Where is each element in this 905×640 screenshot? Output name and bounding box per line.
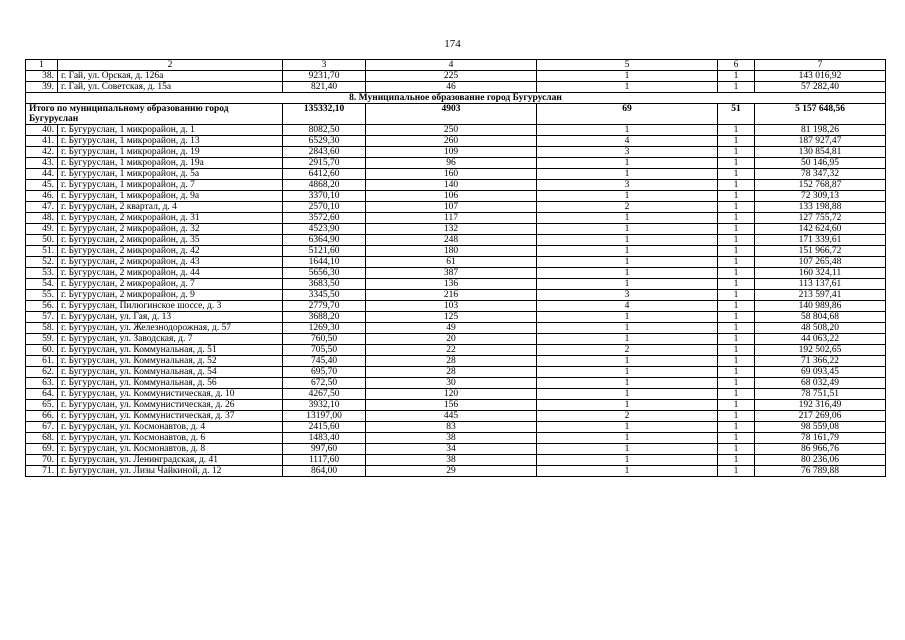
- column-5-cell: 1: [537, 433, 718, 444]
- column-6-cell: 1: [718, 290, 755, 301]
- address-cell: г. Бугуруслан, Пилюгинское шоссе, д. 3: [58, 301, 283, 312]
- column-number-header: 5: [537, 60, 718, 71]
- row-number-cell: 51.: [26, 246, 58, 257]
- column-6-cell: 1: [718, 202, 755, 213]
- table-row: [26, 378, 886, 389]
- address-cell: г. Бугуруслан, 2 микрорайон, д. 42: [58, 246, 283, 257]
- amount-cell: 192 316,49: [755, 400, 886, 411]
- table-row: [26, 422, 886, 433]
- table-row: [26, 444, 886, 455]
- residents-cell: 107: [366, 202, 537, 213]
- column-6-cell: 1: [718, 389, 755, 400]
- row-number-cell: 53.: [26, 268, 58, 279]
- column-5-cell: 1: [537, 125, 718, 136]
- address-cell: г. Бугуруслан, 2 квартал, д. 4: [58, 202, 283, 213]
- row-number-cell: 42.: [26, 147, 58, 158]
- area-cell: 2415,60: [283, 422, 366, 433]
- table-row: [26, 411, 886, 422]
- residents-cell: 445: [366, 411, 537, 422]
- column-6-cell: 1: [718, 147, 755, 158]
- address-cell: г. Бугуруслан, 1 микрорайон, д. 19: [58, 147, 283, 158]
- row-number-cell: 40.: [26, 125, 58, 136]
- address-cell: г. Бугуруслан, ул. Коммунальная, д. 52: [58, 356, 283, 367]
- column-6-cell: 1: [718, 279, 755, 290]
- row-number-cell: 63.: [26, 378, 58, 389]
- address-cell: г. Бугуруслан, 2 микрорайон, д. 9: [58, 290, 283, 301]
- column-5-cell: 2: [537, 345, 718, 356]
- column-6-cell: 1: [718, 378, 755, 389]
- column-6-cell: 1: [718, 323, 755, 334]
- amount-cell: 50 146,95: [755, 158, 886, 169]
- row-number-cell: 71.: [26, 466, 58, 477]
- row-number-cell: 70.: [26, 455, 58, 466]
- table-row: [26, 71, 886, 82]
- column-5-cell: 1: [537, 444, 718, 455]
- row-number-cell: 62.: [26, 367, 58, 378]
- address-cell: г. Бугуруслан, ул. Ленинградская, д. 41: [58, 455, 283, 466]
- column-5-cell: 4: [537, 301, 718, 312]
- column-number-header: 3: [283, 60, 366, 71]
- residents-cell: 20: [366, 334, 537, 345]
- area-cell: 2843,60: [283, 147, 366, 158]
- row-number-cell: 67.: [26, 422, 58, 433]
- row-number-cell: 57.: [26, 312, 58, 323]
- amount-cell: 217 269,06: [755, 411, 886, 422]
- column-5-cell: 2: [537, 202, 718, 213]
- residents-cell: 216: [366, 290, 537, 301]
- total-row: [26, 104, 886, 125]
- amount-cell: 72 309,13: [755, 191, 886, 202]
- amount-cell: 171 339,61: [755, 235, 886, 246]
- amount-cell: 68 032,49: [755, 378, 886, 389]
- address-cell: г. Бугуруслан, 1 микрорайон, д. 19а: [58, 158, 283, 169]
- column-5-cell: 1: [537, 257, 718, 268]
- address-cell: г. Бугуруслан, ул. Коммунистическая, д. 10: [58, 389, 283, 400]
- column-6-cell: 1: [718, 466, 755, 477]
- address-cell: г. Гай, ул. Советская, д. 15а: [58, 82, 283, 93]
- row-number-cell: 56.: [26, 301, 58, 312]
- column-6-cell: 1: [718, 191, 755, 202]
- section-title: 8. Муниципальное образование город Бугуруслан: [26, 93, 886, 104]
- amount-cell: 130 854,81: [755, 147, 886, 158]
- residents-cell: 180: [366, 246, 537, 257]
- address-cell: г. Бугуруслан, ул. Коммунальная, д. 51: [58, 345, 283, 356]
- column-6-cell: 1: [718, 334, 755, 345]
- table-row: [26, 466, 886, 477]
- address-cell: г. Бугуруслан, 1 микрорайон, д. 5а: [58, 169, 283, 180]
- table-row: [26, 455, 886, 466]
- residents-cell: 260: [366, 136, 537, 147]
- address-cell: г. Бугуруслан, ул. Гая, д. 13: [58, 312, 283, 323]
- column-6-cell: 1: [718, 125, 755, 136]
- residents-cell: 83: [366, 422, 537, 433]
- area-cell: 13197,00: [283, 411, 366, 422]
- residents-cell: 132: [366, 224, 537, 235]
- column-6-cell: 1: [718, 180, 755, 191]
- row-number-cell: 58.: [26, 323, 58, 334]
- column-6-cell: 1: [718, 82, 755, 93]
- area-cell: 3688,20: [283, 312, 366, 323]
- area-cell: 3572,60: [283, 213, 366, 224]
- row-number-cell: 39.: [26, 82, 58, 93]
- table-row: [26, 257, 886, 268]
- area-cell: 3932,10: [283, 400, 366, 411]
- table-row: [26, 345, 886, 356]
- column-number-header: 4: [366, 60, 537, 71]
- area-cell: 6529,30: [283, 136, 366, 147]
- column-6-cell: 1: [718, 136, 755, 147]
- column-number-header: 1: [26, 60, 58, 71]
- residents-cell: 117: [366, 213, 537, 224]
- area-cell: 8082,50: [283, 125, 366, 136]
- total-column-6-cell: 51: [718, 104, 755, 125]
- address-cell: г. Бугуруслан, ул. Лизы Чайкиной, д. 12: [58, 466, 283, 477]
- amount-cell: 187 927,47: [755, 136, 886, 147]
- column-5-cell: 1: [537, 466, 718, 477]
- residents-cell: 248: [366, 235, 537, 246]
- address-cell: г. Гай, ул. Орская, д. 126а: [58, 71, 283, 82]
- address-cell: г. Бугуруслан, ул. Коммунистическая, д. 26: [58, 400, 283, 411]
- column-5-cell: 1: [537, 334, 718, 345]
- column-6-cell: 1: [718, 158, 755, 169]
- column-5-cell: 1: [537, 279, 718, 290]
- table-row: [26, 268, 886, 279]
- column-6-cell: 1: [718, 235, 755, 246]
- address-cell: г. Бугуруслан, 2 микрорайон, д. 7: [58, 279, 283, 290]
- row-number-cell: 69.: [26, 444, 58, 455]
- column-6-cell: 1: [718, 345, 755, 356]
- amount-cell: 78 751,51: [755, 389, 886, 400]
- column-6-cell: 1: [718, 169, 755, 180]
- table-row: [26, 191, 886, 202]
- column-5-cell: 1: [537, 323, 718, 334]
- table-row: [26, 180, 886, 191]
- area-cell: 745,40: [283, 356, 366, 367]
- row-number-cell: 61.: [26, 356, 58, 367]
- row-number-cell: 44.: [26, 169, 58, 180]
- area-cell: 760,50: [283, 334, 366, 345]
- residents-cell: 103: [366, 301, 537, 312]
- address-cell: г. Бугуруслан, ул. Железнодорожная, д. 57: [58, 323, 283, 334]
- area-cell: 2915,70: [283, 158, 366, 169]
- address-cell: г. Бугуруслан, 1 микрорайон, д. 13: [58, 136, 283, 147]
- residents-cell: 156: [366, 400, 537, 411]
- residents-cell: 109: [366, 147, 537, 158]
- total-area-cell: 135332,10: [283, 104, 366, 125]
- amount-cell: 113 137,61: [755, 279, 886, 290]
- amount-cell: 133 198,88: [755, 202, 886, 213]
- residents-cell: 29: [366, 466, 537, 477]
- column-5-cell: 1: [537, 169, 718, 180]
- table-row: [26, 312, 886, 323]
- column-5-cell: 2: [537, 411, 718, 422]
- column-6-cell: 1: [718, 367, 755, 378]
- residents-cell: 38: [366, 455, 537, 466]
- residents-cell: 160: [366, 169, 537, 180]
- table-row: [26, 367, 886, 378]
- residents-cell: 49: [366, 323, 537, 334]
- area-cell: 1483,40: [283, 433, 366, 444]
- column-5-cell: 1: [537, 224, 718, 235]
- column-5-cell: 3: [537, 180, 718, 191]
- table-row: [26, 224, 886, 235]
- amount-cell: 152 768,87: [755, 180, 886, 191]
- table-row: [26, 125, 886, 136]
- row-number-cell: 68.: [26, 433, 58, 444]
- address-cell: г. Бугуруслан, 2 микрорайон, д. 43: [58, 257, 283, 268]
- amount-cell: 86 966,76: [755, 444, 886, 455]
- table-row: [26, 356, 886, 367]
- residents-cell: 125: [366, 312, 537, 323]
- table-row: [26, 136, 886, 147]
- area-cell: 3345,50: [283, 290, 366, 301]
- area-cell: 5121,60: [283, 246, 366, 257]
- table-row: [26, 169, 886, 180]
- amount-cell: 143 016,92: [755, 71, 886, 82]
- column-6-cell: 1: [718, 268, 755, 279]
- amount-cell: 160 324,11: [755, 268, 886, 279]
- address-cell: г. Бугуруслан, ул. Коммунальная, д. 56: [58, 378, 283, 389]
- column-5-cell: 1: [537, 235, 718, 246]
- residents-cell: 225: [366, 71, 537, 82]
- row-number-cell: 55.: [26, 290, 58, 301]
- column-5-cell: 1: [537, 389, 718, 400]
- column-6-cell: 1: [718, 301, 755, 312]
- data-table: [25, 59, 886, 477]
- area-cell: 9231,70: [283, 71, 366, 82]
- column-6-cell: 1: [718, 356, 755, 367]
- residents-cell: 106: [366, 191, 537, 202]
- table-row: [26, 323, 886, 334]
- amount-cell: 58 804,68: [755, 312, 886, 323]
- table-row: [26, 301, 886, 312]
- column-6-cell: 1: [718, 433, 755, 444]
- address-cell: г. Бугуруслан, ул. Коммунистическая, д. 37: [58, 411, 283, 422]
- amount-cell: 107 265,48: [755, 257, 886, 268]
- column-5-cell: 4: [537, 136, 718, 147]
- table-row: [26, 82, 886, 93]
- residents-cell: 120: [366, 389, 537, 400]
- residents-cell: 250: [366, 125, 537, 136]
- total-column-5-cell: 69: [537, 104, 718, 125]
- column-5-cell: 1: [537, 71, 718, 82]
- row-number-cell: 46.: [26, 191, 58, 202]
- column-6-cell: 1: [718, 455, 755, 466]
- address-cell: г. Бугуруслан, 2 микрорайон, д. 44: [58, 268, 283, 279]
- amount-cell: 71 366,22: [755, 356, 886, 367]
- residents-cell: 387: [366, 268, 537, 279]
- amount-cell: 78 161,79: [755, 433, 886, 444]
- residents-cell: 28: [366, 356, 537, 367]
- amount-cell: 76 789,88: [755, 466, 886, 477]
- residents-cell: 61: [366, 257, 537, 268]
- residents-cell: 28: [366, 367, 537, 378]
- row-number-cell: 41.: [26, 136, 58, 147]
- column-5-cell: 1: [537, 356, 718, 367]
- address-cell: г. Бугуруслан, 2 микрорайон, д. 35: [58, 235, 283, 246]
- column-5-cell: 1: [537, 455, 718, 466]
- area-cell: 1644,10: [283, 257, 366, 268]
- area-cell: 864,00: [283, 466, 366, 477]
- area-cell: 695,70: [283, 367, 366, 378]
- address-cell: г. Бугуруслан, 2 микрорайон, д. 32: [58, 224, 283, 235]
- address-cell: г. Бугуруслан, ул. Космонавтов, д. 6: [58, 433, 283, 444]
- area-cell: 4868,20: [283, 180, 366, 191]
- column-6-cell: 1: [718, 411, 755, 422]
- address-cell: г. Бугуруслан, 1 микрорайон, д. 9а: [58, 191, 283, 202]
- area-cell: 1117,60: [283, 455, 366, 466]
- row-number-cell: 49.: [26, 224, 58, 235]
- total-label: Итого по муниципальному образованию город Бугуруслан: [26, 104, 283, 125]
- table-body: [26, 60, 886, 477]
- column-number-header: 6: [718, 60, 755, 71]
- amount-cell: 98 559,08: [755, 422, 886, 433]
- area-cell: 4523,90: [283, 224, 366, 235]
- table-row: [26, 147, 886, 158]
- table-row: [26, 235, 886, 246]
- amount-cell: 142 624,60: [755, 224, 886, 235]
- area-cell: 3370,10: [283, 191, 366, 202]
- column-number-header: 7: [755, 60, 886, 71]
- residents-cell: 140: [366, 180, 537, 191]
- column-5-cell: 1: [537, 213, 718, 224]
- area-cell: 2570,10: [283, 202, 366, 213]
- amount-cell: 81 198,26: [755, 125, 886, 136]
- address-cell: г. Бугуруслан, 1 микрорайон, д. 7: [58, 180, 283, 191]
- address-cell: г. Бугуруслан, 1 микрорайон, д. 1: [58, 125, 283, 136]
- row-number-cell: 48.: [26, 213, 58, 224]
- column-5-cell: 1: [537, 400, 718, 411]
- amount-cell: 44 063,22: [755, 334, 886, 345]
- residents-cell: 34: [366, 444, 537, 455]
- column-5-cell: 1: [537, 268, 718, 279]
- table-row: [26, 202, 886, 213]
- column-6-cell: 1: [718, 312, 755, 323]
- row-number-cell: 52.: [26, 257, 58, 268]
- residents-cell: 136: [366, 279, 537, 290]
- column-5-cell: 1: [537, 367, 718, 378]
- row-number-cell: 43.: [26, 158, 58, 169]
- row-number-cell: 65.: [26, 400, 58, 411]
- column-6-cell: 1: [718, 224, 755, 235]
- page-number: 174: [444, 38, 461, 50]
- column-5-cell: 1: [537, 312, 718, 323]
- column-6-cell: 1: [718, 444, 755, 455]
- table-row: [26, 334, 886, 345]
- amount-cell: 151 966,72: [755, 246, 886, 257]
- address-cell: г. Бугуруслан, ул. Космонавтов, д. 4: [58, 422, 283, 433]
- row-number-cell: 50.: [26, 235, 58, 246]
- amount-cell: 57 282,40: [755, 82, 886, 93]
- column-5-cell: 1: [537, 246, 718, 257]
- row-number-cell: 59.: [26, 334, 58, 345]
- address-cell: г. Бугуруслан, ул. Коммунальная, д. 54: [58, 367, 283, 378]
- area-cell: 3683,50: [283, 279, 366, 290]
- amount-cell: 140 989,86: [755, 301, 886, 312]
- column-5-cell: 3: [537, 290, 718, 301]
- residents-cell: 46: [366, 82, 537, 93]
- column-6-cell: 1: [718, 257, 755, 268]
- amount-cell: 127 755,72: [755, 213, 886, 224]
- column-5-cell: 1: [537, 378, 718, 389]
- column-6-cell: 1: [718, 213, 755, 224]
- column-6-cell: 1: [718, 400, 755, 411]
- area-cell: 4267,50: [283, 389, 366, 400]
- table-row: [26, 400, 886, 411]
- amount-cell: 69 093,45: [755, 367, 886, 378]
- column-6-cell: 1: [718, 246, 755, 257]
- row-number-cell: 47.: [26, 202, 58, 213]
- row-number-cell: 38.: [26, 71, 58, 82]
- row-number-cell: 60.: [26, 345, 58, 356]
- column-5-cell: 1: [537, 82, 718, 93]
- area-cell: 672,50: [283, 378, 366, 389]
- area-cell: 6412,60: [283, 169, 366, 180]
- table-row: [26, 246, 886, 257]
- row-number-cell: 54.: [26, 279, 58, 290]
- area-cell: 1269,30: [283, 323, 366, 334]
- column-5-cell: 1: [537, 422, 718, 433]
- row-number-cell: 45.: [26, 180, 58, 191]
- address-cell: г. Бугуруслан, ул. Космонавтов, д. 8: [58, 444, 283, 455]
- total-amount-cell: 5 157 648,56: [755, 104, 886, 125]
- column-6-cell: 1: [718, 71, 755, 82]
- residents-cell: 22: [366, 345, 537, 356]
- table-row: [26, 158, 886, 169]
- residents-cell: 38: [366, 433, 537, 444]
- amount-cell: 213 597,41: [755, 290, 886, 301]
- column-number-header: 2: [58, 60, 283, 71]
- table-row: [26, 279, 886, 290]
- column-5-cell: 3: [537, 147, 718, 158]
- table-row: [26, 290, 886, 301]
- column-5-cell: 1: [537, 158, 718, 169]
- amount-cell: 80 236,06: [755, 455, 886, 466]
- address-cell: г. Бугуруслан, 2 микрорайон, д. 31: [58, 213, 283, 224]
- amount-cell: 192 502,65: [755, 345, 886, 356]
- area-cell: 705,50: [283, 345, 366, 356]
- column-numbers-row: [26, 60, 886, 71]
- table-row: [26, 389, 886, 400]
- area-cell: 2779,70: [283, 301, 366, 312]
- section-title-row: [26, 93, 886, 104]
- area-cell: 821,40: [283, 82, 366, 93]
- column-6-cell: 1: [718, 422, 755, 433]
- row-number-cell: 66.: [26, 411, 58, 422]
- table-row: [26, 213, 886, 224]
- area-cell: 997,60: [283, 444, 366, 455]
- column-5-cell: 1: [537, 191, 718, 202]
- amount-cell: 48 508,20: [755, 323, 886, 334]
- table-row: [26, 433, 886, 444]
- area-cell: 6364,90: [283, 235, 366, 246]
- address-cell: г. Бугуруслан, ул. Заводская, д. 7: [58, 334, 283, 345]
- residents-cell: 30: [366, 378, 537, 389]
- residents-cell: 96: [366, 158, 537, 169]
- row-number-cell: 64.: [26, 389, 58, 400]
- area-cell: 5656,30: [283, 268, 366, 279]
- amount-cell: 78 347,32: [755, 169, 886, 180]
- total-residents-cell: 4903: [366, 104, 537, 125]
